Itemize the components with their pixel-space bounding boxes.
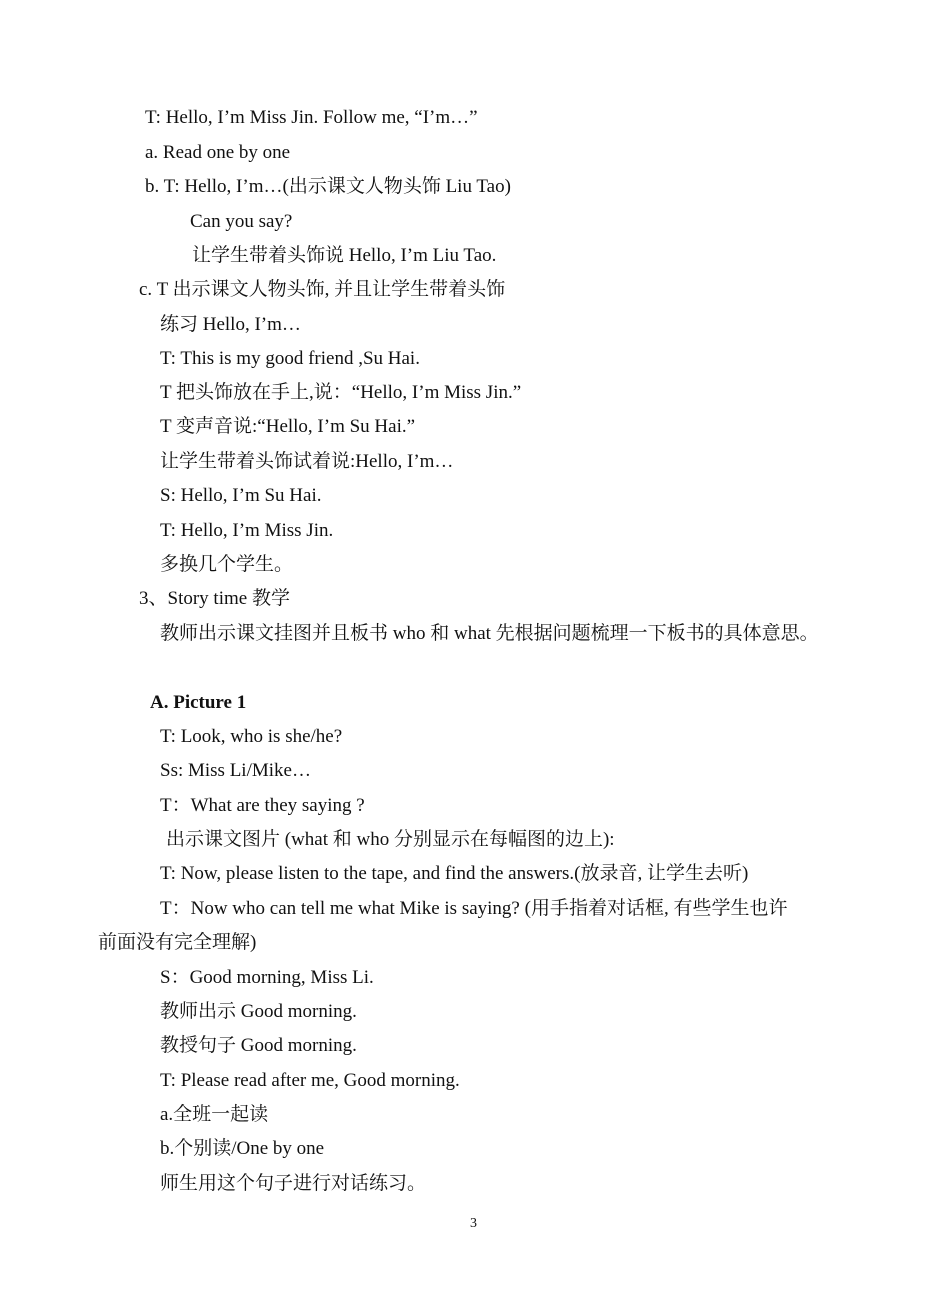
text-line: a.全班一起读 — [160, 1104, 269, 1125]
text-line: b. T: Hello, I’m…(出示课文人物头饰 Liu Tao) — [145, 176, 511, 197]
text-line: 多换几个学生。 — [160, 554, 294, 575]
text-line: T: This is my good friend ,Su Hai. — [160, 348, 420, 369]
text-line: T: Look, who is she/he? — [160, 726, 343, 747]
text-line: c. T 出示课文人物头饰, 并且让学生带着头饰 — [139, 279, 506, 300]
text-line: 师生用这个句子进行对话练习。 — [160, 1173, 427, 1194]
text-line: T: Please read after me, Good morning. — [160, 1070, 460, 1091]
text-line: 教授句子 Good morning. — [160, 1035, 357, 1056]
page-number: 3 — [470, 1216, 477, 1231]
text-line: a. Read one by one — [145, 142, 291, 163]
text-line: T 变声音说:“Hello, I’m Su Hai.” — [160, 416, 416, 437]
text-line: S: Hello, I’m Su Hai. — [160, 485, 322, 506]
text-line: 教师出示 Good morning. — [160, 1001, 357, 1022]
text-line: b.个别读/One by one — [160, 1138, 325, 1159]
text-line: 前面没有完全理解) — [98, 932, 257, 953]
text-line: 练习 Hello, I’m… — [160, 314, 301, 335]
text-line: S：Good morning, Miss Li. — [160, 967, 374, 988]
text-line: T：Now who can tell me what Mike is saying? (用手指着对话框, 有些学生也许 — [160, 898, 788, 919]
text-line: T 把头饰放在手上,说：“Hello, I’m Miss Jin.” — [160, 382, 522, 403]
text-line: Can you say? — [190, 211, 293, 232]
text-line: T: Hello, I’m Miss Jin. Follow me, “I’m…” — [145, 107, 478, 128]
section-heading: 3、Story time 教学 — [139, 588, 290, 609]
subsection-heading: A. Picture 1 — [150, 692, 247, 713]
text-line: 教师出示课文挂图并且板书 who 和 what 先根据问题梳理一下板书的具体意思。 — [160, 623, 819, 644]
text-line: 让学生带着头饰试着说:Hello, I’m… — [160, 451, 454, 472]
text-line: T: Hello, I’m Miss Jin. — [160, 520, 334, 541]
text-line: T: Now, please listen to the tape, and find the answers.(放录音, 让学生去听) — [160, 863, 749, 884]
text-line: T：What are they saying ? — [160, 795, 365, 816]
text-line: Ss: Miss Li/Mike… — [160, 760, 311, 781]
text-line: 让学生带着头饰说 Hello, I’m Liu Tao. — [192, 245, 497, 266]
text-line: 出示课文图片 (what 和 who 分别显示在每幅图的边上): — [166, 829, 615, 850]
